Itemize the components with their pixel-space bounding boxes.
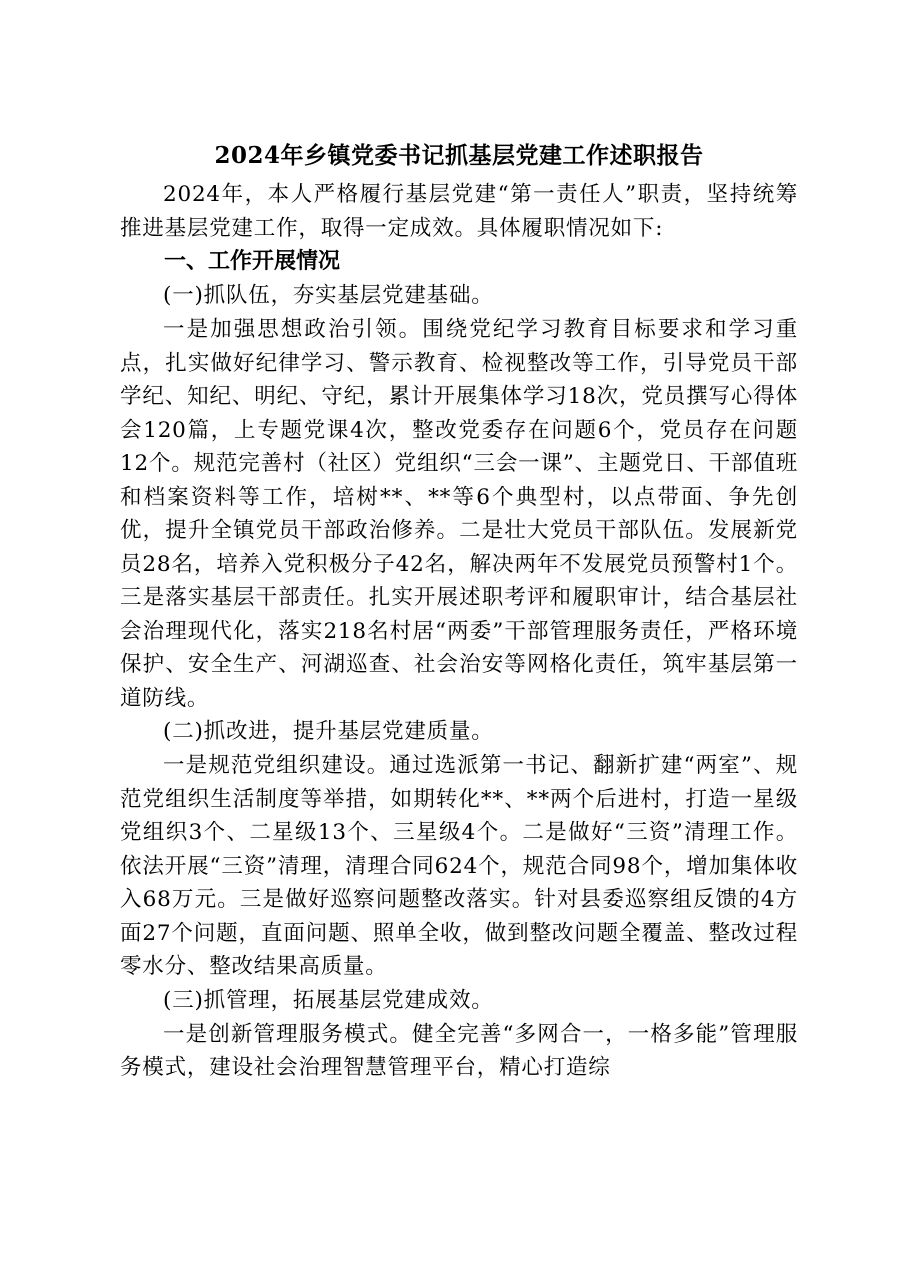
subsection-heading-1: (一)抓队伍，夯实基层党建基础。 <box>163 283 494 308</box>
document-title: 2024年乡镇党委书记抓基层党建工作述职报告 <box>214 142 704 169</box>
subsection-heading-3: (三)抓管理，拓展基层党建成效。 <box>163 987 494 1013</box>
intro-paragraph: 2024年，本人严格履行基层党建“第一责任人”职责，坚持统筹推进基层党建工作，取得一定成效。具体履职情况如下: <box>120 182 798 241</box>
subsection-body-1: 一是加强思想政治引领。围绕党纪学习教育目标要求和学习重点，扎实做好纪律学习、警示教育、检视整改等工作，引导党员干部学纪、知纪、明纪、守纪，累计开展集体学习18次，党员撰写心得体会120篇，上专题党课4次，整改党委存在问题6个，党员存在问题12个。规范完善村（社区）党组织“三会一课”、主题党日、干部值班和档案资料等工作，培树**、**等6个典型村，以点带面、争先创优，提升全镇党员干部政治修养。二是壮大党员干部队伍。发展新党员28名，培养入党积极分子42名，解决两年不发展党员预警村1个。三是落实基层干部责任。扎实开展述职考评和履职审计，结合基层社会治理现代化，落实218名村居“两委”干部管理服务责任，严格环境保护、安全生产、河湖巡查、社会治安等网格化责任，筑牢基层第一道防线。 <box>120 317 798 711</box>
subsection-body-3: 一是创新管理服务模式。健全完善“多网合一，一格多能”管理服务模式，建设社会治理智慧管理平台，精心打造综 <box>120 1021 798 1080</box>
subsection-body-2: 一是规范党组织建设。通过选派第一书记、翻新扩建“两室”、规范党组织生活制度等举措，如期转化**、**两个后进村，打造一星级党组织3个、二星级13个、三星级4个。二是做好“三资”清理工作。依法开展“三资”清理，清理合同624个，规范合同98个，增加集体收入68万元。三是做好巡察问题整改落实。针对县委巡察组反馈的4方面27个问题，直面问题、照单全收，做到整改问题全覆盖、整改过程零水分、整改结果高质量。 <box>120 753 798 979</box>
document-page <box>120 138 798 1085</box>
section-heading: 一、工作开展情况 <box>164 249 341 274</box>
subsection-heading-2: (二)抓改进，提升基层党建质量。 <box>163 719 494 744</box>
